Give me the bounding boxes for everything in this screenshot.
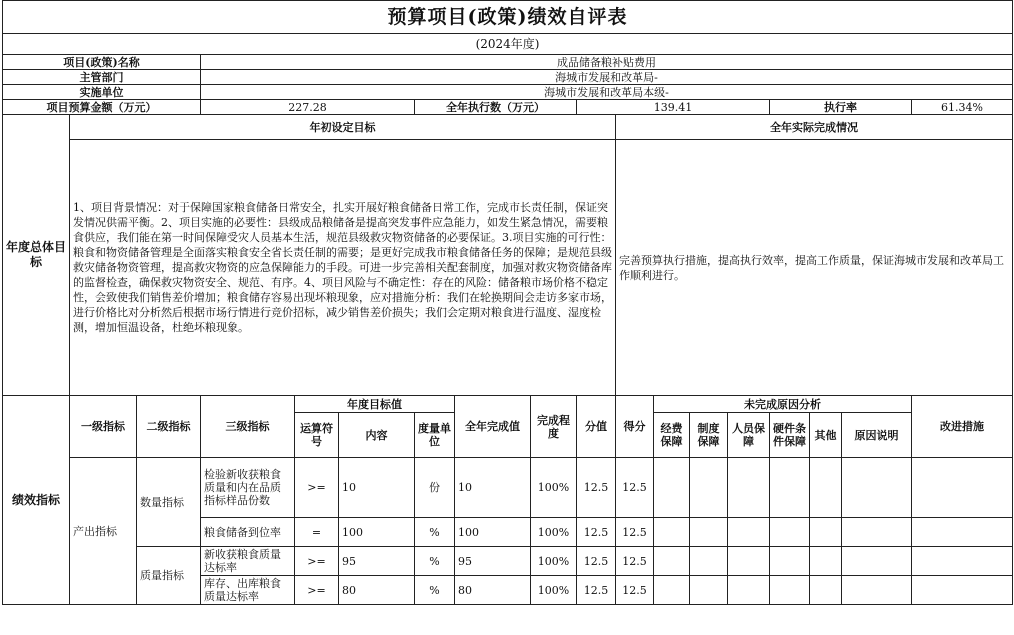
empty-cell [728, 458, 770, 518]
unit-cell: 份 [415, 458, 455, 518]
degree-cell: 100% [531, 547, 577, 576]
empty-cell [810, 576, 842, 605]
operator-cell: >= [295, 576, 339, 605]
unit-label: 实施单位 [3, 85, 201, 100]
actual-cell: 95 [455, 547, 531, 576]
score-value-cell: 12.5 [577, 547, 616, 576]
table-row [3, 547, 1013, 576]
actual-cell: 80 [455, 576, 531, 605]
empty-cell [912, 458, 1013, 518]
level3-name: 库存、出库粮食质量达标率 [201, 576, 295, 605]
project-name-label: 项目(政策)名称 [3, 55, 201, 70]
evaluation-table [2, 0, 1013, 605]
empty-cell [842, 518, 912, 547]
score-value-header: 分值 [577, 396, 616, 458]
actual-completion-header: 全年实际完成情况 [616, 115, 1013, 140]
unit-header: 度量单位 [415, 413, 455, 458]
empty-cell [654, 576, 690, 605]
annual-goal-label: 年度总体目标 [3, 115, 70, 396]
content-header: 内容 [339, 413, 415, 458]
reason-hardware-header: 硬件条件保障 [770, 413, 810, 458]
level3-header: 三级指标 [201, 396, 295, 458]
empty-cell [810, 547, 842, 576]
score-header: 得分 [616, 396, 654, 458]
unit-cell: % [415, 518, 455, 547]
empty-cell [842, 576, 912, 605]
rate-label: 执行率 [770, 100, 912, 115]
table-row [3, 458, 1013, 518]
page-title: 预算项目(政策)绩效自评表 [3, 1, 1013, 34]
dept-label: 主管部门 [3, 70, 201, 85]
level3-name: 检验新收获粮食质量和内在品质指标样品份数 [201, 458, 295, 518]
performance-indicator-label: 绩效指标 [3, 396, 70, 605]
content-cell: 10 [339, 458, 415, 518]
self-evaluation-sheet [2, 0, 1012, 605]
score-value-cell: 12.5 [577, 458, 616, 518]
empty-cell [810, 458, 842, 518]
content-cell: 100 [339, 518, 415, 547]
score-cell: 12.5 [616, 458, 654, 518]
empty-cell [770, 547, 810, 576]
empty-cell [654, 547, 690, 576]
empty-cell [912, 547, 1013, 576]
budget-label: 项目预算金额（万元） [3, 100, 201, 115]
empty-cell [728, 547, 770, 576]
reason-other-header: 其他 [810, 413, 842, 458]
operator-header: 运算符号 [295, 413, 339, 458]
actual-value-header: 全年完成值 [455, 396, 531, 458]
unit-cell: % [415, 547, 455, 576]
empty-cell [912, 576, 1013, 605]
degree-cell: 100% [531, 458, 577, 518]
empty-cell [770, 576, 810, 605]
content-cell: 95 [339, 547, 415, 576]
empty-cell [728, 518, 770, 547]
score-cell: 12.5 [616, 547, 654, 576]
level2-header: 二级指标 [137, 396, 201, 458]
empty-cell [654, 518, 690, 547]
score-cell: 12.5 [616, 576, 654, 605]
empty-cell [810, 518, 842, 547]
target-group-header: 年度目标值 [295, 396, 455, 413]
level2-quality: 质量指标 [137, 547, 201, 605]
reason-system-header: 制度保障 [690, 413, 728, 458]
executed-value: 139.41 [577, 100, 770, 115]
unit-cell: % [415, 576, 455, 605]
improve-header: 改进措施 [912, 396, 1013, 458]
empty-cell [690, 547, 728, 576]
unit-value: 海城市发展和改革局本级- [201, 85, 1013, 100]
reason-explain-header: 原因说明 [842, 413, 912, 458]
actual-completion-text: 完善预算执行措施，提高执行效率，提高工作质量，保证海城市发展和改革局工作顺利进行。 [616, 140, 1013, 396]
reason-group-header: 未完成原因分析 [654, 396, 912, 413]
completion-degree-header: 完成程度 [531, 396, 577, 458]
empty-cell [842, 458, 912, 518]
operator-cell: >= [295, 458, 339, 518]
level1-header: 一级指标 [70, 396, 137, 458]
empty-cell [842, 547, 912, 576]
level3-name: 新收获粮食质量达标率 [201, 547, 295, 576]
degree-cell: 100% [531, 576, 577, 605]
operator-cell: >= [295, 547, 339, 576]
operator-cell: = [295, 518, 339, 547]
year-label: (2024年度) [3, 34, 1013, 55]
empty-cell [770, 518, 810, 547]
reason-staff-header: 人员保障 [728, 413, 770, 458]
initial-goal-header: 年初设定目标 [70, 115, 616, 140]
level3-name: 粮食储备到位率 [201, 518, 295, 547]
initial-goal-text: 1、项目背景情况：对于保障国家粮食储备日常安全，扎实开展好粮食储备日常工作，完成市长责任制，保证突发情况供需平衡。2、项目实施的必要性：县级成品粮储备是提高突发事件应急能力，如发生紧急情况，需要粮食供应，我们能在第一时间保障受灾人员基本生活，规范县级救灾物资储备的必要保证。3.项目实施的可行性：粮食和物资储备管理是全面落实粮食安全省长责任制的需要；是更好完成我市粮食储备任务的保障；是规范县级救灾储备物资管理，提高救灾物资的应急保障能力的手段。可进一步完善相关配套制度，加强对救灾物资储备库的监督检查，确保救灾物资安全、规范、有序。4、项目风险与不确定性：存在的风险：储备粮市场价格不稳定性，会致使我们销售差价增加；粮食储存容易出现坏粮现象，应对措施分析：我们在轮换期间会走访多家市场，进行价格比对分析然后根据市场行情进行竞价招标，减少销售差价损失；我们会定期对粮食进行温度、湿度检测，增加恒温设备，杜绝坏粮现象。 [70, 140, 616, 396]
level2-quantity: 数量指标 [137, 458, 201, 547]
budget-value: 227.28 [201, 100, 415, 115]
empty-cell [728, 576, 770, 605]
empty-cell [690, 458, 728, 518]
score-value-cell: 12.5 [577, 576, 616, 605]
score-cell: 12.5 [616, 518, 654, 547]
empty-cell [912, 518, 1013, 547]
score-value-cell: 12.5 [577, 518, 616, 547]
reason-fund-header: 经费保障 [654, 413, 690, 458]
project-name-value: 成品储备粮补贴费用 [201, 55, 1013, 70]
degree-cell: 100% [531, 518, 577, 547]
empty-cell [654, 458, 690, 518]
empty-cell [690, 576, 728, 605]
actual-cell: 10 [455, 458, 531, 518]
rate-value: 61.34% [912, 100, 1013, 115]
actual-cell: 100 [455, 518, 531, 547]
level1-output: 产出指标 [70, 458, 137, 605]
empty-cell [690, 518, 728, 547]
dept-value: 海城市发展和改革局- [201, 70, 1013, 85]
empty-cell [770, 458, 810, 518]
content-cell: 80 [339, 576, 415, 605]
executed-label: 全年执行数（万元） [415, 100, 577, 115]
